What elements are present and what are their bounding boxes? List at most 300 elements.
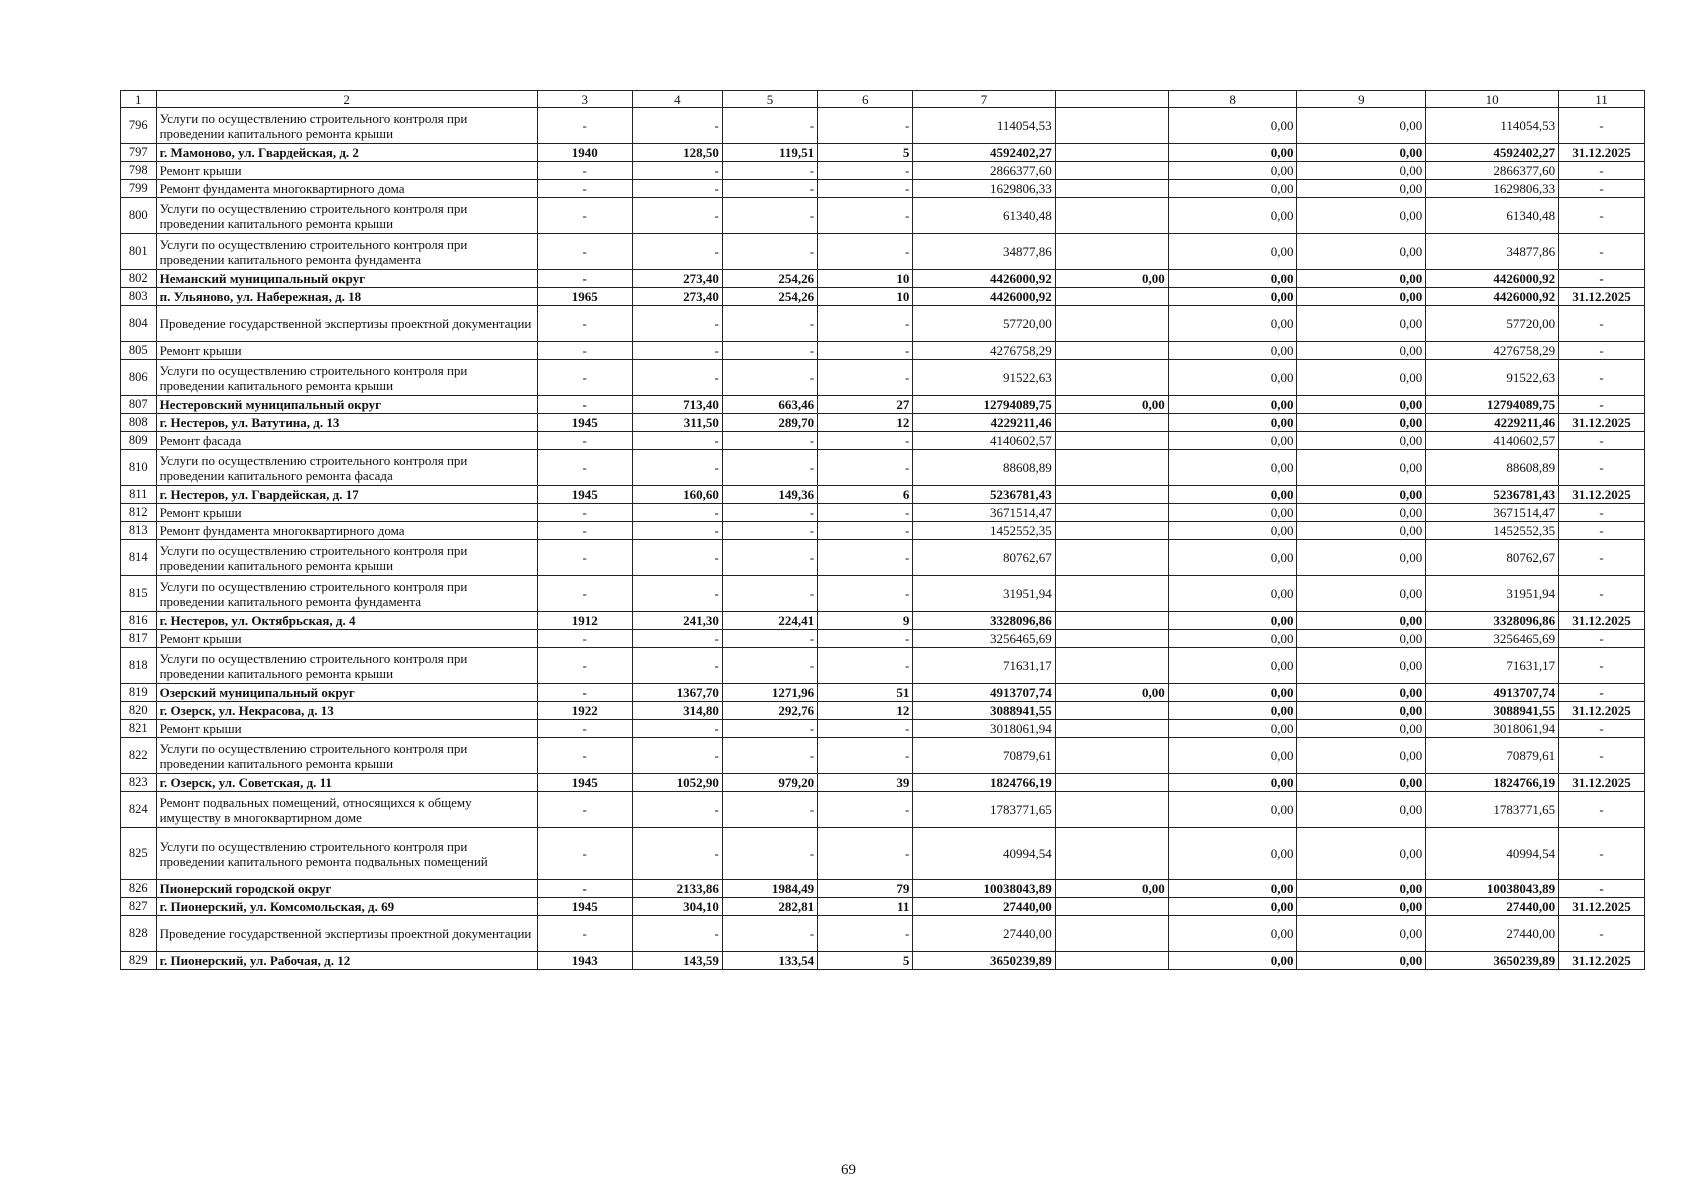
cost-extra-cell: 0,00 bbox=[1055, 396, 1168, 414]
cost-total-cell: 4426000,92 bbox=[913, 270, 1055, 288]
row-number-cell: 806 bbox=[121, 360, 157, 396]
table-row bbox=[121, 916, 1645, 952]
table-row bbox=[121, 648, 1645, 684]
residents-cell: 79 bbox=[818, 880, 913, 898]
row-number-cell: 818 bbox=[121, 648, 157, 684]
year-cell: - bbox=[537, 180, 632, 198]
item-name-cell: Ремонт крыши bbox=[156, 504, 537, 522]
cost-extra-cell bbox=[1055, 576, 1168, 612]
cost-extra-cell bbox=[1055, 720, 1168, 738]
row-number-cell: 815 bbox=[121, 576, 157, 612]
column-header: 5 bbox=[722, 91, 817, 108]
row-number-cell: 822 bbox=[121, 738, 157, 774]
item-name-cell: г. Мамоново, ул. Гвардейская, д. 2 bbox=[156, 144, 537, 162]
cost-total-cell: 3671514,47 bbox=[913, 504, 1055, 522]
residents-cell: - bbox=[818, 342, 913, 360]
area-living-cell: 254,26 bbox=[722, 270, 817, 288]
area-living-cell: - bbox=[722, 180, 817, 198]
year-cell: 1945 bbox=[537, 774, 632, 792]
year-cell: - bbox=[537, 738, 632, 774]
year-cell: 1943 bbox=[537, 952, 632, 970]
row-number-cell: 827 bbox=[121, 898, 157, 916]
row-number-cell: 803 bbox=[121, 288, 157, 306]
year-cell: - bbox=[537, 540, 632, 576]
cost-total-cell: 3088941,55 bbox=[913, 702, 1055, 720]
cost-col10-cell: 1824766,19 bbox=[1426, 774, 1559, 792]
cost-col8-cell: 0,00 bbox=[1168, 144, 1297, 162]
table-row bbox=[121, 774, 1645, 792]
area-total-cell: - bbox=[632, 738, 722, 774]
cost-extra-cell: 0,00 bbox=[1055, 880, 1168, 898]
table-body bbox=[121, 108, 1645, 970]
table-row bbox=[121, 396, 1645, 414]
cost-col9-cell: 0,00 bbox=[1297, 342, 1426, 360]
year-cell: - bbox=[537, 270, 632, 288]
cost-total-cell: 91522,63 bbox=[913, 360, 1055, 396]
capital-repair-table bbox=[120, 90, 1645, 970]
item-name-cell: Услуги по осуществлению строительного контроля при проведении капитального ремонта крыши bbox=[156, 648, 537, 684]
area-living-cell: 1984,49 bbox=[722, 880, 817, 898]
item-name-cell: Ремонт крыши bbox=[156, 162, 537, 180]
area-living-cell: - bbox=[722, 522, 817, 540]
column-header: 11 bbox=[1559, 91, 1645, 108]
area-total-cell: - bbox=[632, 432, 722, 450]
cost-extra-cell bbox=[1055, 504, 1168, 522]
cost-total-cell: 61340,48 bbox=[913, 198, 1055, 234]
row-number-cell: 814 bbox=[121, 540, 157, 576]
cost-total-cell: 4913707,74 bbox=[913, 684, 1055, 702]
cost-total-cell: 4229211,46 bbox=[913, 414, 1055, 432]
item-name-cell: г. Пионерский, ул. Рабочая, д. 12 bbox=[156, 952, 537, 970]
year-cell: - bbox=[537, 234, 632, 270]
year-cell: - bbox=[537, 504, 632, 522]
cost-total-cell: 70879,61 bbox=[913, 738, 1055, 774]
completion-date-cell: - bbox=[1559, 522, 1645, 540]
year-cell: - bbox=[537, 576, 632, 612]
cost-col8-cell: 0,00 bbox=[1168, 180, 1297, 198]
table-row bbox=[121, 540, 1645, 576]
item-name-cell: Пионерский городской округ bbox=[156, 880, 537, 898]
cost-col9-cell: 0,00 bbox=[1297, 630, 1426, 648]
year-cell: - bbox=[537, 720, 632, 738]
cost-col9-cell: 0,00 bbox=[1297, 774, 1426, 792]
column-number-row bbox=[121, 91, 1645, 108]
completion-date-cell: - bbox=[1559, 720, 1645, 738]
cost-col8-cell: 0,00 bbox=[1168, 198, 1297, 234]
cost-col9-cell: 0,00 bbox=[1297, 450, 1426, 486]
area-total-cell: 713,40 bbox=[632, 396, 722, 414]
area-total-cell: - bbox=[632, 342, 722, 360]
cost-col9-cell: 0,00 bbox=[1297, 648, 1426, 684]
area-living-cell: 292,76 bbox=[722, 702, 817, 720]
residents-cell: - bbox=[818, 522, 913, 540]
item-name-cell: Ремонт фундамента многоквартирного дома bbox=[156, 522, 537, 540]
area-living-cell: - bbox=[722, 630, 817, 648]
item-name-cell: Услуги по осуществлению строительного контроля при проведении капитального ремонта подвальных помещений bbox=[156, 828, 537, 880]
cost-col10-cell: 1783771,65 bbox=[1426, 792, 1559, 828]
table-row bbox=[121, 576, 1645, 612]
area-total-cell: - bbox=[632, 522, 722, 540]
item-name-cell: Ремонт крыши bbox=[156, 342, 537, 360]
cost-col8-cell: 0,00 bbox=[1168, 576, 1297, 612]
year-cell: - bbox=[537, 432, 632, 450]
cost-total-cell: 1629806,33 bbox=[913, 180, 1055, 198]
item-name-cell: Проведение государственной экспертизы проектной документации bbox=[156, 306, 537, 342]
cost-extra-cell: 0,00 bbox=[1055, 684, 1168, 702]
completion-date-cell: - bbox=[1559, 180, 1645, 198]
cost-col10-cell: 4140602,57 bbox=[1426, 432, 1559, 450]
cost-extra-cell bbox=[1055, 162, 1168, 180]
year-cell: 1945 bbox=[537, 898, 632, 916]
table-row bbox=[121, 522, 1645, 540]
cost-total-cell: 40994,54 bbox=[913, 828, 1055, 880]
cost-col10-cell: 71631,17 bbox=[1426, 648, 1559, 684]
cost-col10-cell: 61340,48 bbox=[1426, 198, 1559, 234]
cost-extra-cell bbox=[1055, 414, 1168, 432]
year-cell: 1945 bbox=[537, 414, 632, 432]
year-cell: - bbox=[537, 792, 632, 828]
cost-extra-cell bbox=[1055, 792, 1168, 828]
item-name-cell: Проведение государственной экспертизы проектной документации bbox=[156, 916, 537, 952]
area-total-cell: - bbox=[632, 450, 722, 486]
completion-date-cell: - bbox=[1559, 450, 1645, 486]
cost-col9-cell: 0,00 bbox=[1297, 522, 1426, 540]
column-header: 2 bbox=[156, 91, 537, 108]
cost-extra-cell bbox=[1055, 234, 1168, 270]
area-total-cell: - bbox=[632, 792, 722, 828]
table-row bbox=[121, 486, 1645, 504]
column-header: 4 bbox=[632, 91, 722, 108]
cost-col8-cell: 0,00 bbox=[1168, 360, 1297, 396]
area-total-cell: 1052,90 bbox=[632, 774, 722, 792]
area-living-cell: - bbox=[722, 162, 817, 180]
item-name-cell: Неманский муниципальный округ bbox=[156, 270, 537, 288]
cost-extra-cell bbox=[1055, 144, 1168, 162]
row-number-cell: 826 bbox=[121, 880, 157, 898]
cost-col10-cell: 4913707,74 bbox=[1426, 684, 1559, 702]
residents-cell: - bbox=[818, 828, 913, 880]
year-cell: - bbox=[537, 162, 632, 180]
cost-extra-cell: 0,00 bbox=[1055, 270, 1168, 288]
residents-cell: - bbox=[818, 306, 913, 342]
cost-extra-cell bbox=[1055, 612, 1168, 630]
table-row bbox=[121, 342, 1645, 360]
row-number-cell: 801 bbox=[121, 234, 157, 270]
area-total-cell: - bbox=[632, 828, 722, 880]
table-row bbox=[121, 234, 1645, 270]
year-cell: 1945 bbox=[537, 486, 632, 504]
cost-total-cell: 10038043,89 bbox=[913, 880, 1055, 898]
area-total-cell: - bbox=[632, 108, 722, 144]
cost-col10-cell: 114054,53 bbox=[1426, 108, 1559, 144]
cost-col8-cell: 0,00 bbox=[1168, 952, 1297, 970]
cost-extra-cell bbox=[1055, 898, 1168, 916]
residents-cell: - bbox=[818, 540, 913, 576]
table-row bbox=[121, 432, 1645, 450]
area-total-cell: - bbox=[632, 360, 722, 396]
cost-total-cell: 4592402,27 bbox=[913, 144, 1055, 162]
cost-col8-cell: 0,00 bbox=[1168, 486, 1297, 504]
cost-total-cell: 4140602,57 bbox=[913, 432, 1055, 450]
cost-extra-cell bbox=[1055, 540, 1168, 576]
cost-total-cell: 80762,67 bbox=[913, 540, 1055, 576]
area-living-cell: - bbox=[722, 360, 817, 396]
cost-total-cell: 114054,53 bbox=[913, 108, 1055, 144]
residents-cell: 5 bbox=[818, 144, 913, 162]
cost-total-cell: 4276758,29 bbox=[913, 342, 1055, 360]
row-number-cell: 805 bbox=[121, 342, 157, 360]
row-number-cell: 812 bbox=[121, 504, 157, 522]
item-name-cell: Ремонт фасада bbox=[156, 432, 537, 450]
item-name-cell: Услуги по осуществлению строительного контроля при проведении капитального ремонта крыши bbox=[156, 108, 537, 144]
cost-col8-cell: 0,00 bbox=[1168, 450, 1297, 486]
item-name-cell: Озерский муниципальный округ bbox=[156, 684, 537, 702]
cost-col10-cell: 1629806,33 bbox=[1426, 180, 1559, 198]
cost-col9-cell: 0,00 bbox=[1297, 720, 1426, 738]
column-header: 9 bbox=[1297, 91, 1426, 108]
area-living-cell: 254,26 bbox=[722, 288, 817, 306]
cost-col10-cell: 3328096,86 bbox=[1426, 612, 1559, 630]
area-total-cell: - bbox=[632, 576, 722, 612]
cost-col10-cell: 4426000,92 bbox=[1426, 288, 1559, 306]
cost-total-cell: 31951,94 bbox=[913, 576, 1055, 612]
row-number-cell: 798 bbox=[121, 162, 157, 180]
table-row bbox=[121, 306, 1645, 342]
area-total-cell: - bbox=[632, 198, 722, 234]
cost-col10-cell: 3671514,47 bbox=[1426, 504, 1559, 522]
area-living-cell: - bbox=[722, 342, 817, 360]
residents-cell: - bbox=[818, 198, 913, 234]
cost-col8-cell: 0,00 bbox=[1168, 342, 1297, 360]
cost-col9-cell: 0,00 bbox=[1297, 486, 1426, 504]
year-cell: - bbox=[537, 108, 632, 144]
completion-date-cell: - bbox=[1559, 916, 1645, 952]
residents-cell: - bbox=[818, 162, 913, 180]
cost-col9-cell: 0,00 bbox=[1297, 270, 1426, 288]
area-total-cell: - bbox=[632, 162, 722, 180]
item-name-cell: г. Нестеров, ул. Гвардейская, д. 17 bbox=[156, 486, 537, 504]
row-number-cell: 829 bbox=[121, 952, 157, 970]
item-name-cell: Ремонт крыши bbox=[156, 630, 537, 648]
cost-col8-cell: 0,00 bbox=[1168, 720, 1297, 738]
cost-col9-cell: 0,00 bbox=[1297, 576, 1426, 612]
cost-col10-cell: 2866377,60 bbox=[1426, 162, 1559, 180]
area-living-cell: 149,36 bbox=[722, 486, 817, 504]
row-number-cell: 817 bbox=[121, 630, 157, 648]
table-row bbox=[121, 180, 1645, 198]
area-living-cell: - bbox=[722, 198, 817, 234]
completion-date-cell: - bbox=[1559, 306, 1645, 342]
completion-date-cell: - bbox=[1559, 576, 1645, 612]
cost-col10-cell: 70879,61 bbox=[1426, 738, 1559, 774]
table-row bbox=[121, 684, 1645, 702]
area-total-cell: 273,40 bbox=[632, 288, 722, 306]
item-name-cell: Услуги по осуществлению строительного контроля при проведении капитального ремонта крыши bbox=[156, 738, 537, 774]
cost-total-cell: 5236781,43 bbox=[913, 486, 1055, 504]
cost-col9-cell: 0,00 bbox=[1297, 144, 1426, 162]
item-name-cell: п. Ульяново, ул. Набережная, д. 18 bbox=[156, 288, 537, 306]
completion-date-cell: 31.12.2025 bbox=[1559, 414, 1645, 432]
area-total-cell: 311,50 bbox=[632, 414, 722, 432]
table-row bbox=[121, 880, 1645, 898]
cost-col9-cell: 0,00 bbox=[1297, 612, 1426, 630]
completion-date-cell: 31.12.2025 bbox=[1559, 612, 1645, 630]
area-living-cell: - bbox=[722, 234, 817, 270]
cost-extra-cell bbox=[1055, 486, 1168, 504]
completion-date-cell: 31.12.2025 bbox=[1559, 288, 1645, 306]
table-row bbox=[121, 162, 1645, 180]
row-number-cell: 800 bbox=[121, 198, 157, 234]
cost-col10-cell: 1452552,35 bbox=[1426, 522, 1559, 540]
cost-col10-cell: 4592402,27 bbox=[1426, 144, 1559, 162]
cost-col10-cell: 12794089,75 bbox=[1426, 396, 1559, 414]
residents-cell: - bbox=[818, 360, 913, 396]
cost-extra-cell bbox=[1055, 180, 1168, 198]
cost-extra-cell bbox=[1055, 648, 1168, 684]
cost-col9-cell: 0,00 bbox=[1297, 828, 1426, 880]
row-number-cell: 816 bbox=[121, 612, 157, 630]
cost-total-cell: 57720,00 bbox=[913, 306, 1055, 342]
completion-date-cell: 31.12.2025 bbox=[1559, 952, 1645, 970]
item-name-cell: Ремонт крыши bbox=[156, 720, 537, 738]
area-total-cell: 128,50 bbox=[632, 144, 722, 162]
row-number-cell: 797 bbox=[121, 144, 157, 162]
item-name-cell: Ремонт подвальных помещений, относящихся к общему имуществу в многоквартирном доме bbox=[156, 792, 537, 828]
cost-col9-cell: 0,00 bbox=[1297, 396, 1426, 414]
cost-col9-cell: 0,00 bbox=[1297, 504, 1426, 522]
area-total-cell: - bbox=[632, 306, 722, 342]
cost-extra-cell bbox=[1055, 774, 1168, 792]
cost-extra-cell bbox=[1055, 342, 1168, 360]
cost-col10-cell: 3256465,69 bbox=[1426, 630, 1559, 648]
cost-col10-cell: 31951,94 bbox=[1426, 576, 1559, 612]
area-living-cell: - bbox=[722, 916, 817, 952]
area-total-cell: 2133,86 bbox=[632, 880, 722, 898]
completion-date-cell: - bbox=[1559, 342, 1645, 360]
row-number-cell: 824 bbox=[121, 792, 157, 828]
area-living-cell: - bbox=[722, 648, 817, 684]
year-cell: - bbox=[537, 828, 632, 880]
cost-total-cell: 3650239,89 bbox=[913, 952, 1055, 970]
item-name-cell: Ремонт фундамента многоквартирного дома bbox=[156, 180, 537, 198]
area-living-cell: - bbox=[722, 720, 817, 738]
cost-col10-cell: 80762,67 bbox=[1426, 540, 1559, 576]
cost-col8-cell: 0,00 bbox=[1168, 108, 1297, 144]
cost-col10-cell: 3650239,89 bbox=[1426, 952, 1559, 970]
area-living-cell: - bbox=[722, 828, 817, 880]
completion-date-cell: - bbox=[1559, 432, 1645, 450]
residents-cell: - bbox=[818, 576, 913, 612]
cost-total-cell: 3256465,69 bbox=[913, 630, 1055, 648]
cost-col9-cell: 0,00 bbox=[1297, 952, 1426, 970]
completion-date-cell: - bbox=[1559, 198, 1645, 234]
table-row bbox=[121, 504, 1645, 522]
area-living-cell: - bbox=[722, 576, 817, 612]
residents-cell: 51 bbox=[818, 684, 913, 702]
table-row bbox=[121, 270, 1645, 288]
cost-extra-cell bbox=[1055, 288, 1168, 306]
area-living-cell: - bbox=[722, 108, 817, 144]
cost-col8-cell: 0,00 bbox=[1168, 898, 1297, 916]
table-row bbox=[121, 630, 1645, 648]
cost-col8-cell: 0,00 bbox=[1168, 916, 1297, 952]
residents-cell: 5 bbox=[818, 952, 913, 970]
table-row bbox=[121, 360, 1645, 396]
completion-date-cell: 31.12.2025 bbox=[1559, 774, 1645, 792]
table-row bbox=[121, 792, 1645, 828]
item-name-cell: Услуги по осуществлению строительного контроля при проведении капитального ремонта крыши bbox=[156, 360, 537, 396]
cost-col10-cell: 27440,00 bbox=[1426, 898, 1559, 916]
cost-col8-cell: 0,00 bbox=[1168, 702, 1297, 720]
completion-date-cell: - bbox=[1559, 540, 1645, 576]
table-row bbox=[121, 198, 1645, 234]
area-living-cell: 289,70 bbox=[722, 414, 817, 432]
column-header: 6 bbox=[818, 91, 913, 108]
cost-col8-cell: 0,00 bbox=[1168, 630, 1297, 648]
item-name-cell: Услуги по осуществлению строительного контроля при проведении капитального ремонта крыши bbox=[156, 540, 537, 576]
column-header: 7 bbox=[913, 91, 1055, 108]
cost-col10-cell: 3088941,55 bbox=[1426, 702, 1559, 720]
cost-col10-cell: 4229211,46 bbox=[1426, 414, 1559, 432]
cost-col8-cell: 0,00 bbox=[1168, 162, 1297, 180]
area-total-cell: - bbox=[632, 648, 722, 684]
completion-date-cell: - bbox=[1559, 234, 1645, 270]
area-total-cell: - bbox=[632, 720, 722, 738]
cost-col8-cell: 0,00 bbox=[1168, 612, 1297, 630]
cost-col8-cell: 0,00 bbox=[1168, 880, 1297, 898]
item-name-cell: г. Озерск, ул. Некрасова, д. 13 bbox=[156, 702, 537, 720]
cost-total-cell: 27440,00 bbox=[913, 916, 1055, 952]
row-number-cell: 808 bbox=[121, 414, 157, 432]
cost-col9-cell: 0,00 bbox=[1297, 702, 1426, 720]
area-total-cell: - bbox=[632, 916, 722, 952]
row-number-cell: 828 bbox=[121, 916, 157, 952]
year-cell: - bbox=[537, 684, 632, 702]
year-cell: - bbox=[537, 306, 632, 342]
row-number-cell: 804 bbox=[121, 306, 157, 342]
column-header: 8 bbox=[1168, 91, 1297, 108]
table-row bbox=[121, 720, 1645, 738]
area-total-cell: 241,30 bbox=[632, 612, 722, 630]
row-number-cell: 813 bbox=[121, 522, 157, 540]
area-total-cell: 1367,70 bbox=[632, 684, 722, 702]
cost-col8-cell: 0,00 bbox=[1168, 792, 1297, 828]
cost-col9-cell: 0,00 bbox=[1297, 880, 1426, 898]
item-name-cell: г. Озерск, ул. Советская, д. 11 bbox=[156, 774, 537, 792]
year-cell: - bbox=[537, 450, 632, 486]
cost-total-cell: 3328096,86 bbox=[913, 612, 1055, 630]
residents-cell: - bbox=[818, 916, 913, 952]
cost-col8-cell: 0,00 bbox=[1168, 828, 1297, 880]
completion-date-cell: 31.12.2025 bbox=[1559, 486, 1645, 504]
completion-date-cell: - bbox=[1559, 648, 1645, 684]
item-name-cell: г. Нестеров, ул. Октябрьская, д. 4 bbox=[156, 612, 537, 630]
cost-total-cell: 12794089,75 bbox=[913, 396, 1055, 414]
cost-col8-cell: 0,00 bbox=[1168, 540, 1297, 576]
area-living-cell: - bbox=[722, 540, 817, 576]
cost-col9-cell: 0,00 bbox=[1297, 234, 1426, 270]
area-total-cell: - bbox=[632, 540, 722, 576]
area-total-cell: 273,40 bbox=[632, 270, 722, 288]
year-cell: - bbox=[537, 396, 632, 414]
cost-total-cell: 4426000,92 bbox=[913, 288, 1055, 306]
completion-date-cell: - bbox=[1559, 162, 1645, 180]
row-number-cell: 799 bbox=[121, 180, 157, 198]
area-living-cell: 119,51 bbox=[722, 144, 817, 162]
cost-col9-cell: 0,00 bbox=[1297, 108, 1426, 144]
residents-cell: 10 bbox=[818, 270, 913, 288]
cost-col9-cell: 0,00 bbox=[1297, 792, 1426, 828]
